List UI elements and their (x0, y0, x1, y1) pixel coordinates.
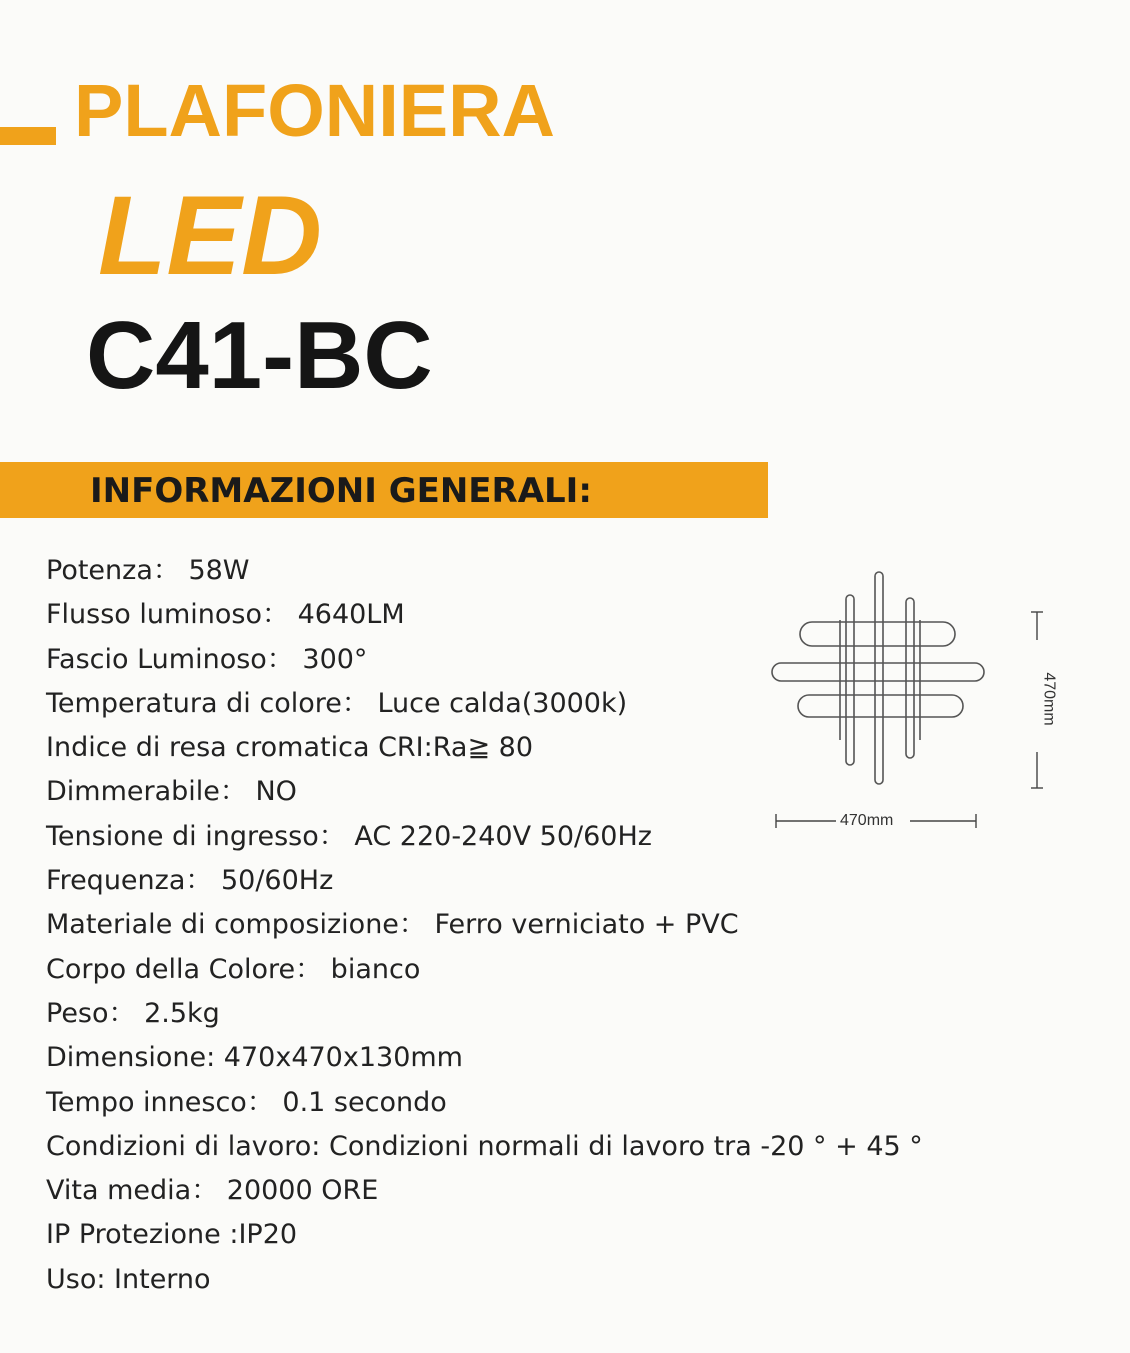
spec-row-lifespan: Vita media： 20000 ORE (46, 1175, 379, 1207)
fixture-line-drawing (760, 560, 1060, 840)
spec-row-cri: Indice di resa cromatica CRI:Ra≧ 80 (46, 732, 534, 764)
product-subtitle-led: LED (98, 173, 322, 298)
spec-row-body-color: Corpo della Colore： bianco (46, 953, 421, 985)
fixture-outline (772, 572, 984, 784)
dimension-lines (776, 612, 1043, 828)
width-dimension-label: 470mm (840, 812, 894, 829)
fixture-bar-vertical-center (875, 572, 883, 784)
spec-row-dimensions: Dimensione: 470x470x130mm (46, 1042, 463, 1074)
fixture-bar-horizontal-top (800, 622, 955, 646)
spec-row-material: Materiale di composizione： Ferro verniciato + PVC (46, 909, 739, 941)
height-dimension-label: 470mm (1040, 672, 1058, 726)
spec-row-luminous-flux: Flusso luminoso： 4640LM (46, 599, 405, 631)
fixture-bar-horizontal-center (772, 663, 984, 681)
spec-row-dimmable: Dimmerabile： NO (46, 776, 297, 808)
model-code: C41-BC (86, 302, 433, 409)
fixture-bar-vertical-left (846, 595, 854, 765)
spec-row-beam-angle: Fascio Luminoso： 300° (46, 643, 368, 675)
spec-row-power: Potenza： 58W (46, 555, 250, 586)
fixture-bar-horizontal-bottom (798, 695, 963, 717)
spec-row-weight: Peso： 2.5kg (46, 997, 220, 1029)
spec-row-ip-rating: IP Protezione :IP20 (46, 1219, 298, 1251)
product-title: PLAFONIERA (74, 69, 555, 152)
spec-row-start-time: Tempo innesco： 0.1 secondo (46, 1086, 447, 1118)
spec-row-frequency: Frequenza： 50/60Hz (46, 865, 334, 897)
spec-row-color-temperature: Temperatura di colore： Luce calda(3000k) (46, 687, 628, 719)
accent-dash (0, 127, 56, 145)
spec-row-input-voltage: Tensione di ingresso： AC 220-240V 50/60Hz (46, 820, 652, 852)
spec-row-working-conditions: Condizioni di lavoro: Condizioni normali di lavoro tra -20 ° + 45 ° (46, 1130, 923, 1162)
spec-row-usage: Uso: Interno (46, 1263, 211, 1295)
section-title: INFORMAZIONI GENERALI: (90, 471, 592, 511)
